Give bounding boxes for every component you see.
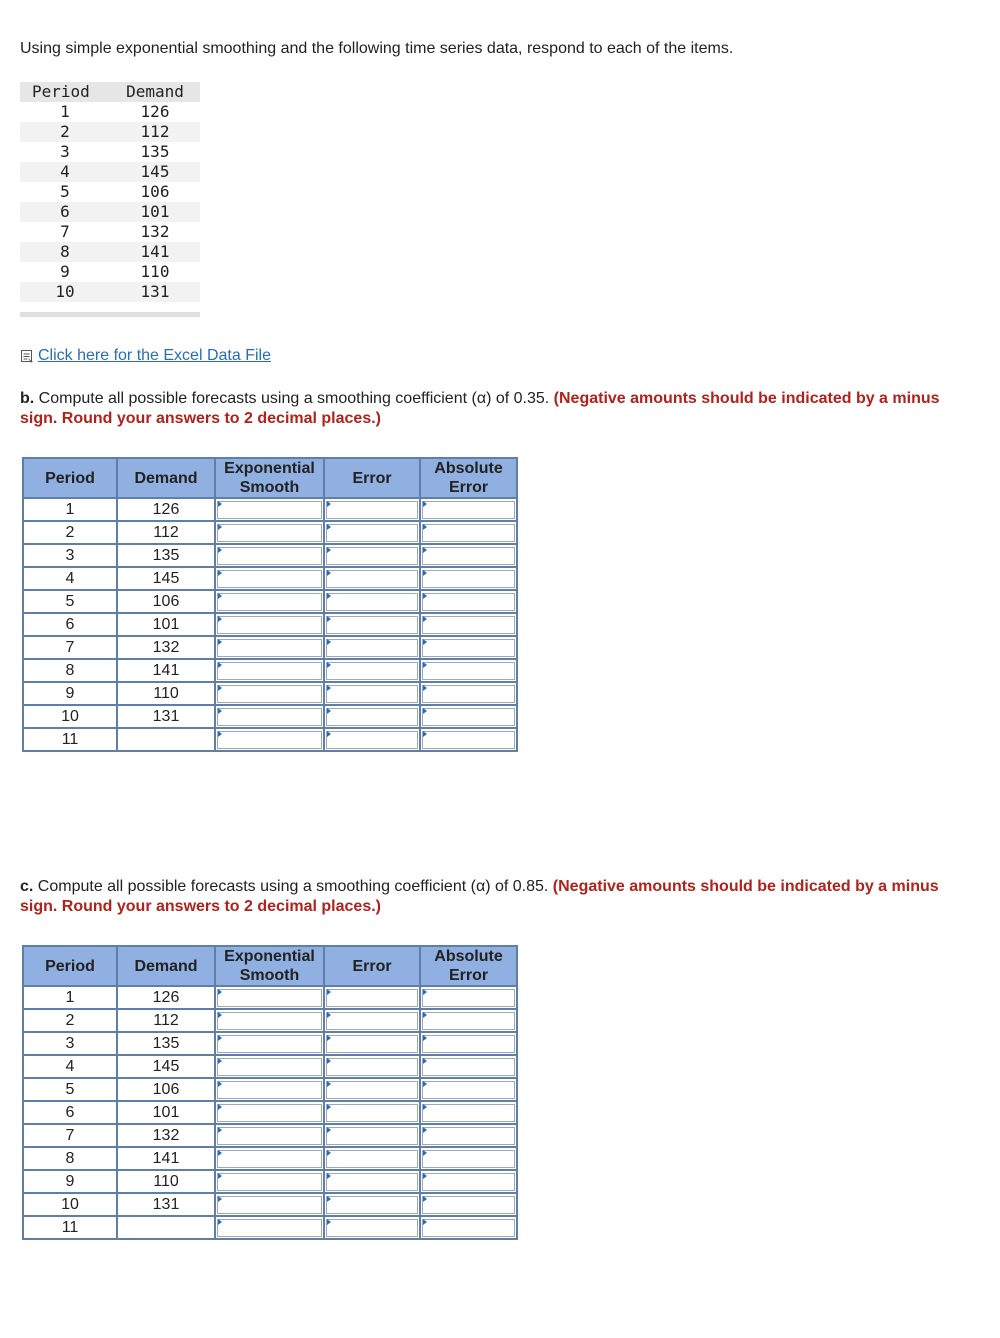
answer-cell <box>324 1055 420 1078</box>
demand-cell <box>117 1216 215 1239</box>
answer-cell <box>215 705 324 728</box>
answer-cell <box>324 567 420 590</box>
demand-cell: 141 <box>117 1147 215 1170</box>
answer-cell <box>324 1032 420 1055</box>
answer-cell <box>324 659 420 682</box>
period-cell: 1 <box>23 498 117 521</box>
part-c-error-input[interactable] <box>326 1058 418 1076</box>
answer-cell <box>324 1101 420 1124</box>
answer-cell <box>420 636 517 659</box>
period-cell: 6 <box>60 202 70 221</box>
answer-cell <box>324 613 420 636</box>
table-row <box>23 521 517 544</box>
part-b-exponential-smooth-input[interactable] <box>217 685 322 703</box>
period-cell: 2 <box>60 122 70 141</box>
col-absolute-error: Absolute Error <box>420 458 517 498</box>
part-b-answer-table <box>22 457 518 752</box>
part-b-error-input[interactable] <box>326 662 418 680</box>
part-c-error-input[interactable] <box>326 1081 418 1099</box>
answer-cell <box>420 1009 517 1032</box>
file-icon <box>20 349 34 363</box>
answer-cell <box>420 567 517 590</box>
part-c-exponential-smooth-input[interactable] <box>217 1012 322 1030</box>
answer-cell <box>215 659 324 682</box>
part-b-absolute-error-input[interactable] <box>422 639 515 657</box>
answer-cell <box>324 1193 420 1216</box>
period-cell: 4 <box>23 567 117 590</box>
period-cell: 7 <box>60 222 70 241</box>
table-row <box>23 1124 517 1147</box>
answer-cell <box>324 728 420 751</box>
demand-cell: 141 <box>140 242 170 261</box>
col-error: Error <box>324 946 420 986</box>
part-c-error-input[interactable] <box>326 989 418 1007</box>
answer-cell <box>215 1055 324 1078</box>
part-b-text: Compute all possible forecasts using a smoothing coefficient (α) of 0.35. <box>34 390 554 407</box>
part-c-absolute-error-input[interactable] <box>422 1150 515 1168</box>
part-b-error-input[interactable] <box>326 547 418 565</box>
answer-cell <box>215 986 324 1009</box>
answer-cell <box>215 590 324 613</box>
part-b-exponential-smooth-input[interactable] <box>217 570 322 588</box>
part-c-exponential-smooth-input[interactable] <box>217 1058 322 1076</box>
table-row <box>23 498 517 521</box>
part-b-absolute-error-input[interactable] <box>422 524 515 542</box>
answer-cell <box>215 1032 324 1055</box>
part-c-error-input[interactable] <box>326 1035 418 1053</box>
demand-cell: 132 <box>140 222 170 241</box>
answer-cell <box>324 1170 420 1193</box>
answer-cell <box>324 1078 420 1101</box>
period-cell: 7 <box>23 1124 117 1147</box>
period-cell: 9 <box>23 1170 117 1193</box>
demand-cell: 110 <box>140 262 170 281</box>
part-c-question <box>20 877 980 917</box>
data-table-row <box>20 182 200 202</box>
part-b-exponential-smooth-input[interactable] <box>217 524 322 542</box>
answer-cell <box>420 1193 517 1216</box>
answer-cell <box>420 590 517 613</box>
answer-cell <box>324 1147 420 1170</box>
period-cell: 8 <box>60 242 70 261</box>
intro-text: Using simple exponential smoothing and the following time series data, respond to each of the items. <box>20 40 734 57</box>
demand-cell: 131 <box>117 1193 215 1216</box>
answer-cell <box>324 636 420 659</box>
demand-cell: 145 <box>117 1055 215 1078</box>
table-row <box>23 705 517 728</box>
part-b-exponential-smooth-input[interactable] <box>217 731 322 749</box>
answer-cell <box>324 682 420 705</box>
answer-cell <box>324 1216 420 1239</box>
answer-cell <box>215 613 324 636</box>
part-c-exponential-smooth-input[interactable] <box>217 1104 322 1122</box>
part-b-error-input[interactable] <box>326 570 418 588</box>
answer-cell <box>420 659 517 682</box>
answer-cell <box>420 1055 517 1078</box>
answer-cell <box>215 498 324 521</box>
answer-cell <box>215 636 324 659</box>
table-row <box>23 590 517 613</box>
answer-cell <box>324 590 420 613</box>
part-b-error-input[interactable] <box>326 685 418 703</box>
demand-cell: 131 <box>117 705 215 728</box>
part-c-absolute-error-input[interactable] <box>422 1104 515 1122</box>
part-c-exponential-smooth-input[interactable] <box>217 989 322 1007</box>
demand-cell: 106 <box>117 1078 215 1101</box>
part-b-exponential-smooth-input[interactable] <box>217 593 322 611</box>
answer-cell <box>215 682 324 705</box>
part-c-absolute-error-input[interactable] <box>422 989 515 1007</box>
period-cell: 3 <box>60 142 70 161</box>
answer-cell <box>324 544 420 567</box>
answer-cell <box>215 1101 324 1124</box>
part-c-absolute-error-input[interactable] <box>422 1058 515 1076</box>
table-row <box>23 1170 517 1193</box>
period-cell: 6 <box>23 613 117 636</box>
answer-cell <box>324 1009 420 1032</box>
part-b-exponential-smooth-input[interactable] <box>217 639 322 657</box>
part-c-instruction: (Negative amounts should be indicated by a minus sign. Round your answers to 2 decimal places.) <box>20 878 939 915</box>
table-row <box>23 1009 517 1032</box>
period-cell: 10 <box>23 1193 117 1216</box>
table-row <box>23 636 517 659</box>
period-cell: 10 <box>55 282 75 301</box>
part-c-absolute-error-input[interactable] <box>422 1081 515 1099</box>
data-table-row <box>20 122 200 142</box>
table-row <box>23 544 517 567</box>
answer-cell <box>420 682 517 705</box>
part-c-error-input[interactable] <box>326 1127 418 1145</box>
part-c-exponential-smooth-input[interactable] <box>217 1219 322 1237</box>
answer-cell <box>420 1032 517 1055</box>
excel-link-label: Click here for the Excel Data File <box>38 347 271 364</box>
part-c-error-input[interactable] <box>326 1150 418 1168</box>
answer-cell <box>420 521 517 544</box>
part-b-exponential-smooth-input[interactable] <box>217 501 322 519</box>
answer-cell <box>215 1147 324 1170</box>
part-b-question <box>20 389 980 429</box>
demand-cell: 112 <box>140 122 170 141</box>
period-cell: 10 <box>23 705 117 728</box>
part-b-error-input[interactable] <box>326 524 418 542</box>
period-cell: 2 <box>23 521 117 544</box>
demand-cell: 132 <box>117 1124 215 1147</box>
part-b-absolute-error-input[interactable] <box>422 547 515 565</box>
table-row <box>23 1193 517 1216</box>
data-table-row <box>20 242 200 262</box>
period-cell: 8 <box>23 1147 117 1170</box>
part-c-exponential-smooth-input[interactable] <box>217 1127 322 1145</box>
answer-cell <box>324 1124 420 1147</box>
answer-cell <box>420 1147 517 1170</box>
table-row <box>23 1216 517 1239</box>
period-cell: 8 <box>23 659 117 682</box>
demand-cell: 126 <box>140 102 170 121</box>
part-b-exponential-smooth-input[interactable] <box>217 547 322 565</box>
data-table-row <box>20 102 200 122</box>
part-b-label: b. <box>20 390 35 407</box>
table-row <box>23 682 517 705</box>
answer-cell <box>215 1193 324 1216</box>
answer-cell <box>215 521 324 544</box>
demand-cell: 126 <box>117 498 215 521</box>
demand-cell: 110 <box>117 1170 215 1193</box>
period-cell: 7 <box>23 636 117 659</box>
excel-data-link[interactable] <box>20 347 271 365</box>
answer-cell <box>420 1170 517 1193</box>
part-b-error-input[interactable] <box>326 616 418 634</box>
answer-cell <box>324 498 420 521</box>
period-cell: 2 <box>23 1009 117 1032</box>
data-table-row <box>20 142 200 162</box>
part-c-label: c. <box>20 878 34 895</box>
part-c-error-input[interactable] <box>326 1104 418 1122</box>
part-c-exponential-smooth-input[interactable] <box>217 1035 322 1053</box>
part-c-error-input[interactable] <box>326 1196 418 1214</box>
part-c-text: Compute all possible forecasts using a smoothing coefficient (α) of 0.85. <box>33 878 553 895</box>
period-cell: 3 <box>23 1032 117 1055</box>
table-row <box>23 1032 517 1055</box>
answer-cell <box>215 1170 324 1193</box>
answer-cell <box>215 1009 324 1032</box>
part-b-absolute-error-input[interactable] <box>422 731 515 749</box>
part-b-absolute-error-input[interactable] <box>422 570 515 588</box>
table-row <box>23 1078 517 1101</box>
period-header: Period <box>32 82 90 101</box>
demand-cell: 101 <box>117 613 215 636</box>
period-cell: 11 <box>23 728 117 751</box>
part-b-error-input[interactable] <box>326 708 418 726</box>
part-b-absolute-error-input[interactable] <box>422 501 515 519</box>
demand-cell: 145 <box>140 162 170 181</box>
answer-cell <box>324 986 420 1009</box>
period-cell: 5 <box>23 1078 117 1101</box>
period-cell: 1 <box>60 102 70 121</box>
col-exponential-smooth: Exponential Smooth <box>215 458 324 498</box>
answer-cell <box>420 1101 517 1124</box>
period-cell: 5 <box>23 590 117 613</box>
period-cell: 9 <box>60 262 70 281</box>
part-c-exponential-smooth-input[interactable] <box>217 1150 322 1168</box>
demand-cell: 112 <box>117 521 215 544</box>
demand-data-table <box>20 82 200 302</box>
table-footer-bar <box>20 312 200 317</box>
data-table-row <box>20 282 200 302</box>
table-row <box>23 613 517 636</box>
answer-cell <box>420 705 517 728</box>
demand-cell: 106 <box>117 590 215 613</box>
answer-cell <box>420 986 517 1009</box>
part-b-error-input[interactable] <box>326 639 418 657</box>
period-cell: 11 <box>23 1216 117 1239</box>
part-b-error-input[interactable] <box>326 501 418 519</box>
answer-cell <box>215 1078 324 1101</box>
answer-cell <box>420 544 517 567</box>
period-cell: 5 <box>60 182 70 201</box>
answer-cell <box>420 1078 517 1101</box>
demand-cell: 131 <box>140 282 170 301</box>
demand-cell: 132 <box>117 636 215 659</box>
table-row <box>23 1101 517 1124</box>
col-exponential-smooth: Exponential Smooth <box>215 946 324 986</box>
demand-cell: 101 <box>117 1101 215 1124</box>
col-demand: Demand <box>117 946 215 986</box>
period-cell: 1 <box>23 986 117 1009</box>
part-c-absolute-error-input[interactable] <box>422 1012 515 1030</box>
answer-cell <box>215 1124 324 1147</box>
table-row <box>23 1055 517 1078</box>
demand-cell: 141 <box>117 659 215 682</box>
part-b-absolute-error-input[interactable] <box>422 685 515 703</box>
answer-cell <box>420 1216 517 1239</box>
demand-cell: 135 <box>140 142 170 161</box>
table-row <box>23 986 517 1009</box>
answer-cell <box>420 613 517 636</box>
answer-cell <box>215 567 324 590</box>
period-cell: 3 <box>23 544 117 567</box>
demand-cell: 106 <box>140 182 170 201</box>
table-row <box>23 659 517 682</box>
period-cell: 9 <box>23 682 117 705</box>
col-error: Error <box>324 458 420 498</box>
answer-cell <box>420 1124 517 1147</box>
part-c-exponential-smooth-input[interactable] <box>217 1173 322 1191</box>
demand-header: Demand <box>126 82 184 101</box>
period-cell: 4 <box>60 162 70 181</box>
part-b-exponential-smooth-input[interactable] <box>217 708 322 726</box>
demand-cell: 110 <box>117 682 215 705</box>
answer-cell <box>420 498 517 521</box>
part-c-exponential-smooth-input[interactable] <box>217 1081 322 1099</box>
part-c-error-input[interactable] <box>326 1173 418 1191</box>
data-table-row <box>20 262 200 282</box>
answer-cell <box>215 1216 324 1239</box>
answer-cell <box>324 705 420 728</box>
part-c-absolute-error-input[interactable] <box>422 1219 515 1237</box>
answer-cell <box>324 521 420 544</box>
part-b-error-input[interactable] <box>326 593 418 611</box>
demand-cell: 145 <box>117 567 215 590</box>
part-b-absolute-error-input[interactable] <box>422 616 515 634</box>
data-table-header <box>20 82 200 102</box>
table-row <box>23 567 517 590</box>
col-period: Period <box>23 946 117 986</box>
part-c-error-input[interactable] <box>326 1219 418 1237</box>
answer-cell <box>420 728 517 751</box>
demand-cell <box>117 728 215 751</box>
table-row <box>23 728 517 751</box>
part-c-absolute-error-input[interactable] <box>422 1196 515 1214</box>
part-c-absolute-error-input[interactable] <box>422 1173 515 1191</box>
answer-cell <box>215 544 324 567</box>
col-period: Period <box>23 458 117 498</box>
part-b-absolute-error-input[interactable] <box>422 662 515 680</box>
part-b-absolute-error-input[interactable] <box>422 593 515 611</box>
col-demand: Demand <box>117 458 215 498</box>
part-b-exponential-smooth-input[interactable] <box>217 662 322 680</box>
part-b-instruction: (Negative amounts should be indicated by a minus sign. Round your answers to 2 decimal places.) <box>20 390 940 427</box>
part-b-exponential-smooth-input[interactable] <box>217 616 322 634</box>
demand-cell: 126 <box>117 986 215 1009</box>
data-table-row <box>20 162 200 182</box>
part-c-answer-table <box>22 945 518 1240</box>
period-cell: 6 <box>23 1101 117 1124</box>
part-b-error-input[interactable] <box>326 731 418 749</box>
answer-cell <box>215 728 324 751</box>
part-c-absolute-error-input[interactable] <box>422 1035 515 1053</box>
demand-cell: 112 <box>117 1009 215 1032</box>
part-c-absolute-error-input[interactable] <box>422 1127 515 1145</box>
data-table-row <box>20 222 200 242</box>
table-row <box>23 1147 517 1170</box>
data-table-row <box>20 202 200 222</box>
part-b-absolute-error-input[interactable] <box>422 708 515 726</box>
demand-cell: 101 <box>140 202 170 221</box>
demand-cell: 135 <box>117 1032 215 1055</box>
part-c-exponential-smooth-input[interactable] <box>217 1196 322 1214</box>
part-c-error-input[interactable] <box>326 1012 418 1030</box>
period-cell: 4 <box>23 1055 117 1078</box>
col-absolute-error: Absolute Error <box>420 946 517 986</box>
demand-cell: 135 <box>117 544 215 567</box>
